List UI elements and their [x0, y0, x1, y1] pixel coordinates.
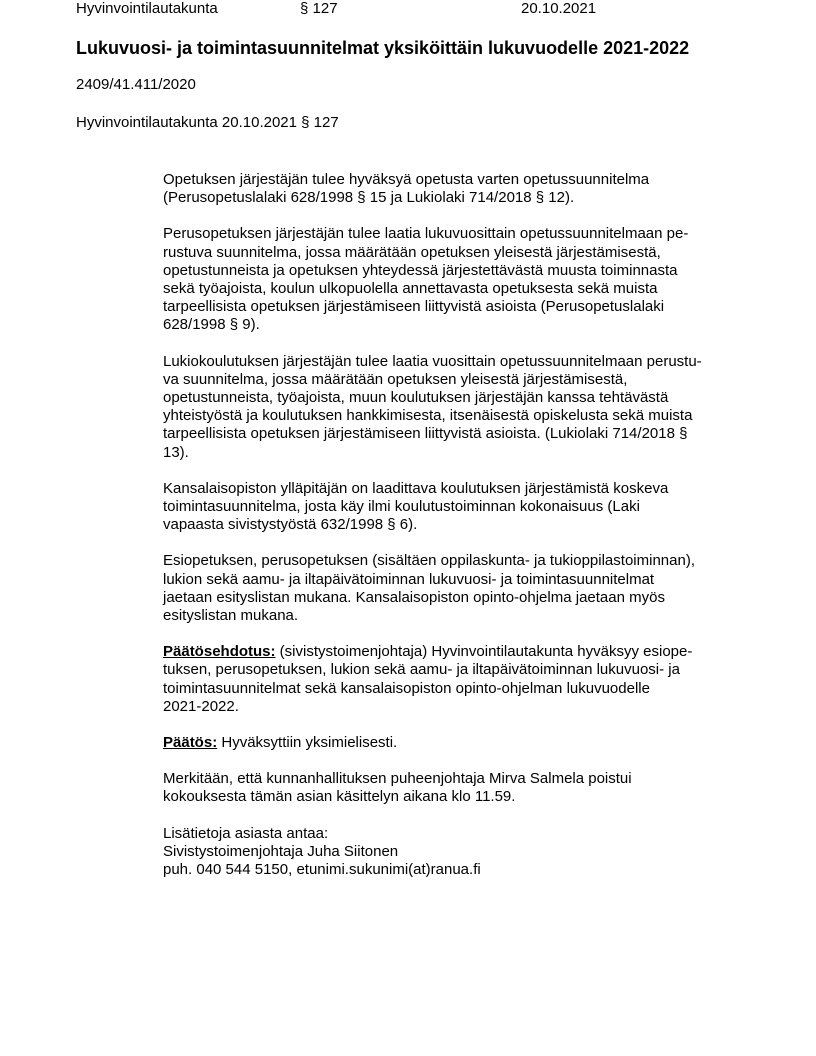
note: Merkitään, että kunnanhallituksen puheenjohtaja Mirva Salmela poistui kokouksesta tämän asian käsittelyn aikana klo 11.59.	[163, 770, 632, 806]
paragraph: Opetuksen järjestäjän tulee hyväksyä opetusta varten opetussuunnitelma (Perusopetuslalaki 628/1998 § 15 ja Lukiolaki 714/2018 § 12).	[163, 171, 650, 207]
paragraph: Perusopetuksen järjestäjän tulee laatia lukuvuosittain opetussuunnitelmaan pe- rustuva suunnitelma, jossa määrätään opetuksen yleisestä järjestämisestä, opetustunneista ja opetuksen yhteydessä järjestettävästä muusta toiminnasta sekä työajoista, koulun ulkopuolella annettavasta opetuksesta sekä muista tarpeellisista opetuksen järjestämiseen liittyvistä asioista (Perusopetuslalaki 628/1998 § 9).	[163, 225, 689, 334]
decision-label: Päätös:	[163, 734, 218, 752]
decision-proposal: Päätösehdotus: (sivistystoimenjohtaja) Hyvinvointilautakunta hyväksyy esiope- tuksen, perusopetuksen, lukion sekä aamu- ja iltapäivätoiminnan lukuvuosi- ja toimintasuunnitelmat sekä kansalaisopiston opinto-ohjelman lukuvuodelle 2021-2022.	[163, 643, 693, 715]
page-title: Lukuvuosi- ja toimintasuunnitelmat yksiköittäin lukuvuodelle 2021-2022	[76, 38, 690, 58]
paragraph: Lukiokoulutuksen järjestäjän tulee laatia vuosittain opetussuunnitelmaan perustu- va suunnitelma, jossa määrätään opetuksen yleisestä järjestämisestä, opetustunneista, työajoista, muun koulutuksen järjestäjän kanssa tehtävästä yhteistyöstä ja koulutuksen hankkimisesta, itsenäisestä opiskelusta sekä muista tarpeellisista opetuksen järjestämiseen liittyvistä asioista. (Lukiolaki 714/2018 § 13).	[163, 352, 702, 461]
header-section: § 127	[300, 0, 338, 17]
decision-text: Hyväksyttiin yksimielisesti.	[217, 734, 398, 752]
paragraph: Kansalaisopiston ylläpitäjän on laadittava koulutuksen järjestämistä koskeva toimintasuunnitelma, josta käy ilmi koulutustoiminnan kokonaisuus (Laki vapaasta sivistystyöstä 632/1998 § 6).	[163, 479, 669, 534]
meeting-line: Hyvinvointilautakunta 20.10.2021 § 127	[76, 114, 339, 131]
header-committee: Hyvinvointilautakunta	[76, 0, 218, 17]
header-date: 20.10.2021	[521, 0, 597, 17]
proposal-text: (sivistystoimenjohtaja) Hyvinvointilautakunta hyväksyy esiope-	[275, 643, 693, 661]
contact-email: puh. 040 544 5150, etunimi.sukunimi(at)ranua.fi	[163, 861, 481, 879]
contact-info: Lisätietoja asiasta antaa: Sivistystoimenjohtaja Juha Siitonen puh. 040 544 5150, etunimi.sukunimi(at)ranua.fi	[163, 825, 753, 880]
paragraph: Esiopetuksen, perusopetuksen (sisältäen oppilaskunta- ja tukioppilastoiminnan), lukion sekä aamu- ja iltapäivätoiminnan lukuvuosi- ja toimintasuunnitelmat jaetaan esityslistan mukana. Kansalaisopiston opinto-ohjelma jaetaan myös esityslistan mukana.	[163, 552, 695, 625]
document-body	[163, 171, 753, 897]
decision	[163, 734, 753, 752]
proposal-label: Päätösehdotus:	[163, 643, 276, 661]
reference-number: 2409/41.411/2020	[76, 76, 196, 93]
